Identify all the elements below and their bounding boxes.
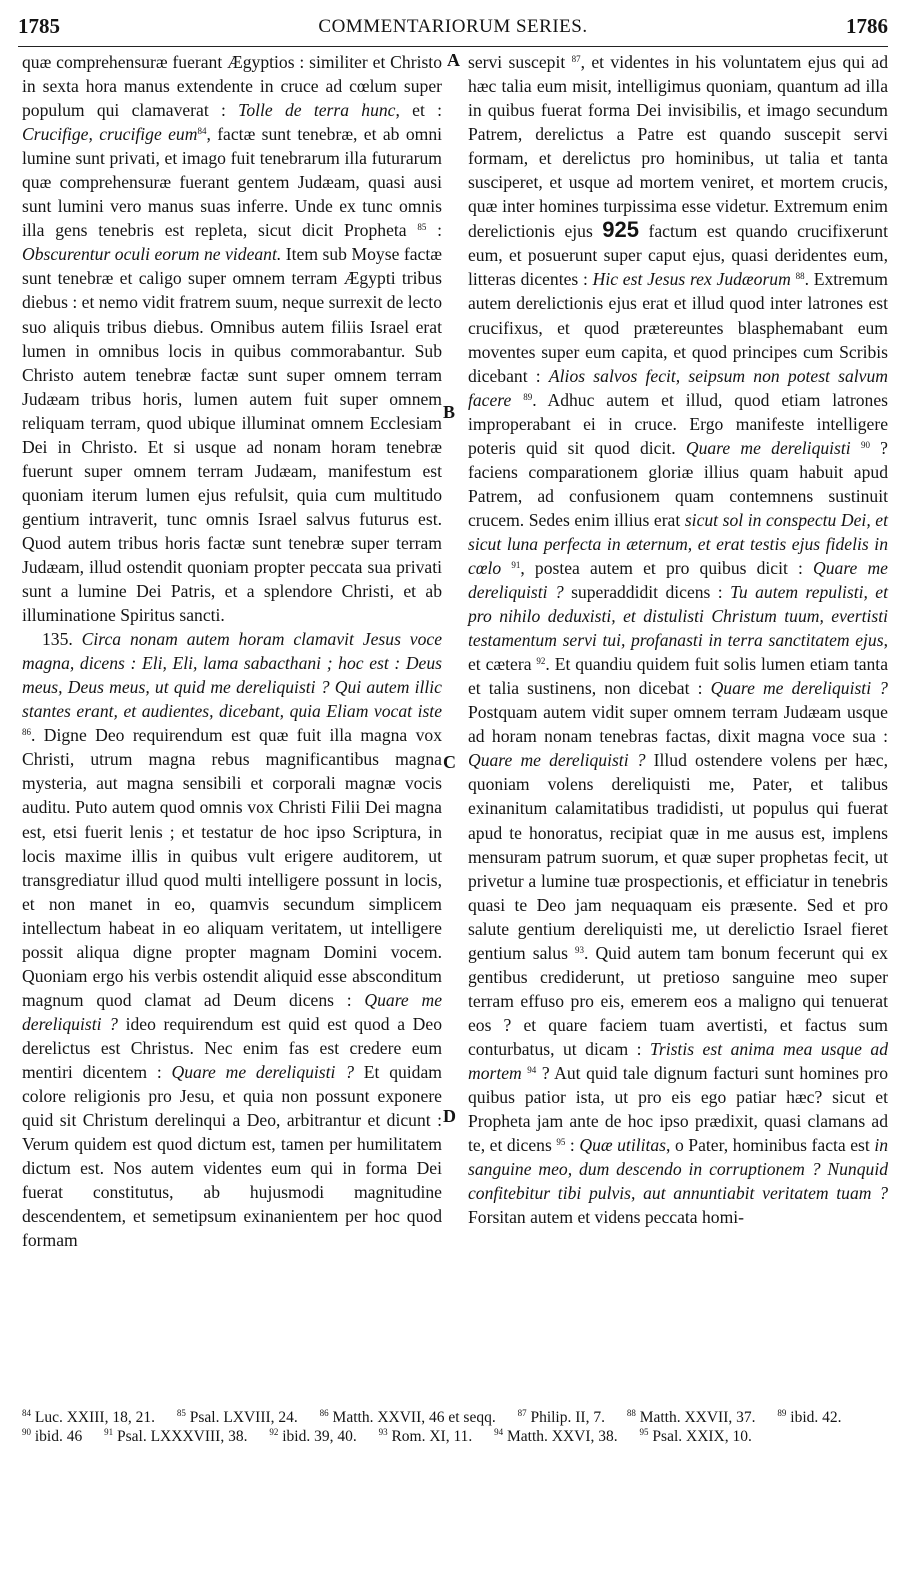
margin-letter-b: B <box>443 402 456 422</box>
left-column-number: 1785 <box>18 14 60 38</box>
page-number: 925 <box>602 217 639 243</box>
margin-letter-a: A <box>447 50 460 70</box>
footnote: $^{94}$ Matth. XXVI, 38. <box>494 1427 618 1445</box>
footnotes <box>22 1408 888 1446</box>
margin-letter-c: C <box>443 752 456 772</box>
footnote: $^{92}$ ibid. 39, 40. <box>269 1427 357 1445</box>
footnote: $^{89}$ ibid. 42. <box>777 1408 842 1426</box>
running-title: COMMENTARIORUM SERIES. <box>318 16 588 37</box>
footnote: $^{90}$ ibid. 46 <box>22 1427 83 1445</box>
footnote: $^{86}$ Matth. XXVII, 46 et seqq. <box>319 1408 496 1426</box>
right-paragraph-1-rest: factum est quando crucifixerunt eum, et posuerunt super caput ejus, quasi deridentes eum, litteras dicentes : Hic est Jesus rex Judæorum $^{88}$. Extremum autem derelictionis ejus erat et illud quod inter latrones est crucifixus, et quod prætereuntes blasphemabant eum moventes super eum capita, et quod principes cum Scribis dicebant : Alios salvos fecit, seipsum non potest salvum facere $^{89}$. Adhuc autem et illud, quod etiam latrones improperabant ei in cruce. Ergo manifeste intelligere poteris quid sit quod dicit. Quare me dereliquisti $^{90}$ ? faciens comparationem gloriæ illius quam habuit apud Patrem, ad confusionem quam contemnens sustinuit crucem. Sedes enim illius erat sicut sol in conspectu Dei, et sicut luna perfecta in æternum, et erat testis ejus fidelis in cœlo $^{91}$, postea autem et pro quibus dicit : Quare me dereliquisti ? superaddidit dicens : Tu autem repulisti, et pro nihilo deduxisti, et distulisti Christum tuum, evertisti testamentum servi tui, profanasti in terra sanctitatem ejus, et cætera $^{92}$. Et quandiu quidem fuit solis lumen etiam tanta et talia sustinens, non dicebat : Quare me dereliquisti ? Postquam autem vidit super omnem terram Judæam usque ad horam nonam tenebras factas, dixit magna voce sua : Quare me dereliquisti ? Illud ostendere volens per hæc, quoniam volens dereliquisti me, Pater, et talibus exinanitum calamitatibus tradidisti, ut populus qui fuerat apud te honoratus, recipiat quæ in me ausus est, implens mensuram patrum suorum, et quæ super prophetas fecit, ut privetur a lumine tuæ prospectionis, et efficiatur in tenebris quasi te Deo jam nequaquam eis præsente. Sed et pro salute gentium dereliquisti me, ut derelictio Israel fieret gentium salus $^{93}$. Quid autem tam bonum fecerunt qui ex gentibus crediderunt, ut pretioso sanguine meo super terram effuso pro eis, emerem eos a maligno qui tenuerat eos ? et quare faciem tuam avertisti, et factus sum conturbatus, ut dicam : Tristis est anima mea usque ad mortem $^{94}$ ? Aut quid tale dignum facturi sunt homines pro quibus patior ista, ut pro eis ego patiar hæc? sicut et Propheta jam ante de hoc ipso prædixit, quasi clamans ad te, et dicens $^{95}$ : Quæ utilitas, o Pater, hominibus facta est in sanguine meo, dum descendo in corruptionem ? Nunquid confitebitur tibi pulvis, aut annuntiabit veritatem tuam ? Forsitan autem et videns peccata homi- <box>468 221 889 1228</box>
right-text-column <box>468 50 888 1229</box>
footnote: $^{93}$ Rom. XI, 11. <box>378 1427 473 1445</box>
left-text-column <box>22 50 442 1252</box>
footnote: $^{88}$ Matth. XXVII, 37. <box>626 1408 756 1426</box>
page-header <box>18 10 888 47</box>
margin-letter-d: D <box>443 1106 456 1126</box>
footnote: $^{91}$ Psal. LXXXVIII, 38. <box>104 1427 248 1445</box>
right-paragraph-1-start: servi suscepit $^{87}$, et videntes in his voluntatem ejus qui ad hæc talia eum misit, intelligimus quoniam, quantum ad illa in quibus fuerat forma Dei invisibilis, et imago secundum Patrem, derelictus a Patre est quando suscepit servi formam, et derelictus pro hominibus, ut talia et tanta susciperet, et usque ad mortem veniret, et mortem crucis, quæ inter homines turpissima esse videtur. Extremum enim derelictionis ejus <box>468 52 888 242</box>
footnote: $^{95}$ Psal. XXIX, 10. <box>639 1427 752 1445</box>
footnote: $^{87}$ Philip. II, 7. <box>517 1408 605 1426</box>
left-paragraph-2: 135. Circa nonam autem horam clamavit Jesus voce magna, dicens : Eli, Eli, lama sabacthani ; hoc est : Deus meus, Deus meus, ut quid me dereliquisti ? Qui autem illic stantes erant, et audientes, dicebant, quia Eliam vocat iste $^{86}$. Digne Deo requirendum est quæ fuit illa magna vox Christi, utrum magna rebus magnificantibus magna mysteria, aut magna sensibili et corporali magnæ vocis auditu. Puto autem quod omnis vox Christi Filii Dei magna est, etsi fuerit lenis ; et testatur de hoc ipso Scriptura, in locis maxime illis in quibus vult erigere auditorem, ut transgrediatur illud quod multi intelligere possunt in locis, et non manet in eo, quamvis secundum simplicem intellectum habeat in eo aliquam veritatem, ut intelligere possit aliqua digne propter magnam Domini vocem. Quoniam ergo his verbis ostendit aliquid esse absconditum magnum quod clamat ad Deum dicens : Quare me dereliquisti ? ideo requirendum est quid est quod a Deo derelictus est Christus. Nec enim fas est credere eum mentiri dicentem : Quare me dereliquisti ? Et quidam colore religionis pro Jesu, et quia non possunt exponere quid sit Christum derelinqui a Deo, arbitrantur et dicunt : Verum quidem est quod dictum est, tamen per humilitatem dictum est. Nos autem videntes eum qui in forma Dei fuerat constitutus, ab hujusmodi magnitudine descendentem, et semetipsum exinanientem per hoc quod formam <box>22 629 443 1251</box>
right-column-number: 1786 <box>846 14 888 38</box>
footnote: $^{84}$ Luc. XXIII, 18, 21. <box>22 1408 155 1426</box>
right-paragraph-1 <box>468 50 888 1229</box>
left-paragraph-1: quæ comprehensuræ fuerant Ægyptios : similiter et Christo in sexta hora manus extendente in cruce ad cœlum super populum qui clamaverat : Tolle de terra hunc, et : Crucifige, crucifige eum$^{84}$, factæ sunt tenebræ, et ab omni lumine sunt privati, et imago fuit tenebrarum illa futurarum quæ comprehensuræ fuerant gentem Judæam, quasi ausi sunt lumini vero manus suas inferre. Unde ex tunc omnis illa gens tenebris est repleta, sicut dicit Propheta $^{85}$ : Obscurentur oculi eorum ne videant. Item sub Moyse factæ sunt tenebræ et caligo super omnem terram Ægypti tribus diebus : et nemo vidit fratrem suum, neque surrexit de lecto suo aliquis tribus diebus. Omnibus autem filiis Israel erat lumen in omnibus locis in quibus commorabantur. Sub Christo autem tenebræ factæ sunt super omnem terram Judæam tribus horis, lumen autem fuit super omnem reliquam terram, quod ubique illuminat omnem Ecclesiam Dei in Christo. Et si usque ad nonam horam tenebræ fuerunt super omnem terram Judæam, manifestum est quoniam iterum lumen ejus refulsit, quia cum multitudo gentium intraverit, tunc omnis Israel salvus futurus est. Quod autem tribus horis factæ sunt tenebræ super terram Judæam, illud ostendit quoniam propter peccata sua privati sunt a lumine Dei Patris, et a splendore Christi, et ab illuminatione Spiritus sancti. <box>22 52 443 626</box>
footnote: $^{85}$ Psal. LXVIII, 24. <box>176 1408 298 1426</box>
